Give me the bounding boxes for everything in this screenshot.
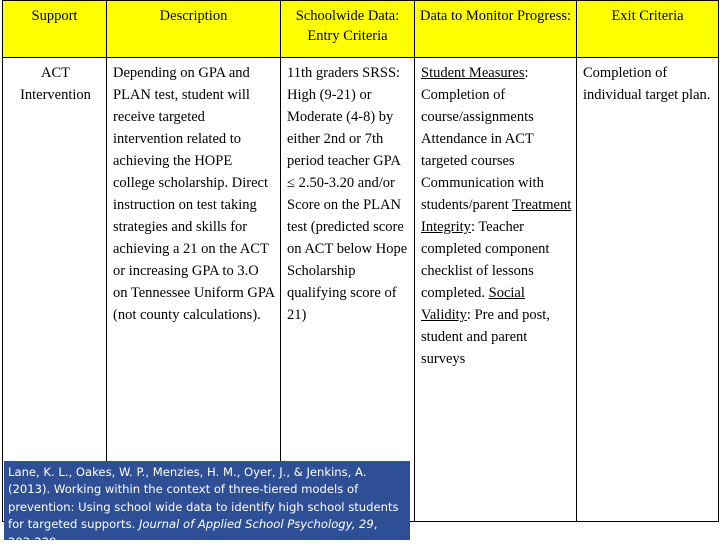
header-exit-criteria: Exit Criteria <box>577 1 719 58</box>
social-validity-colon: : <box>466 307 471 323</box>
citation-box <box>4 461 410 549</box>
cell-support: ACT Intervention <box>3 58 107 522</box>
cell-description: Depending on GPA and PLAN test, student will receive targeted intervention related to achieving the HOPE college scholarship. Direct instruction on test taking strategies and skills for achieving a 21 on the ACT or increasing GPA to 3.O on Tennessee Uniform GPA (not county calculations). <box>107 58 281 522</box>
cell-exit-criteria: Completion of individual target plan. <box>577 58 719 522</box>
citation-text: Lane, K. L., Oakes, W. P., Menzies, H. M., Oyer, J., & Jenkins, A. (2013). Working within the context of three-tiered models of prevention: Using school wide data to identify high school students for targeted supports. <box>8 465 399 532</box>
student-measures-label: Student Measures <box>421 65 525 81</box>
treatment-integrity-colon: : <box>470 219 475 235</box>
treatment-integrity-label: Treatment Integrity <box>421 197 572 235</box>
cell-entry-criteria: 11th graders SRSS: High (9-21) or Moderate (4-8) by either 2nd or 7th period teacher GPA ≤ 2.50-3.20 and/or Score on the PLAN test (predicted score on ACT below Hope Scholarship qualifying score of 21) <box>281 58 415 522</box>
student-measures-colon: : <box>524 65 529 81</box>
intervention-table <box>2 0 719 522</box>
header-description: Description <box>107 1 281 58</box>
table-row <box>3 58 719 522</box>
social-validity-text: Pre and post, student and parent surveys <box>421 307 550 367</box>
student-measures-text: Completion of course/assignments Attendance in ACT targeted courses Communication with students/parent <box>421 87 544 213</box>
header-support: Support <box>3 1 107 58</box>
header-row <box>3 1 719 58</box>
citation-pages: , 203-229. <box>8 517 378 549</box>
header-progress-data: Data to Monitor Progress: <box>415 1 577 58</box>
citation-journal: Journal of Applied School Psychology, 29 <box>138 517 374 532</box>
social-validity-label: Social Validity <box>421 285 525 323</box>
treatment-integrity-text: Teacher completed component checklist of lessons completed. <box>421 219 550 301</box>
cell-progress <box>415 58 577 522</box>
header-entry-criteria: Schoolwide Data: Entry Criteria <box>281 1 415 58</box>
